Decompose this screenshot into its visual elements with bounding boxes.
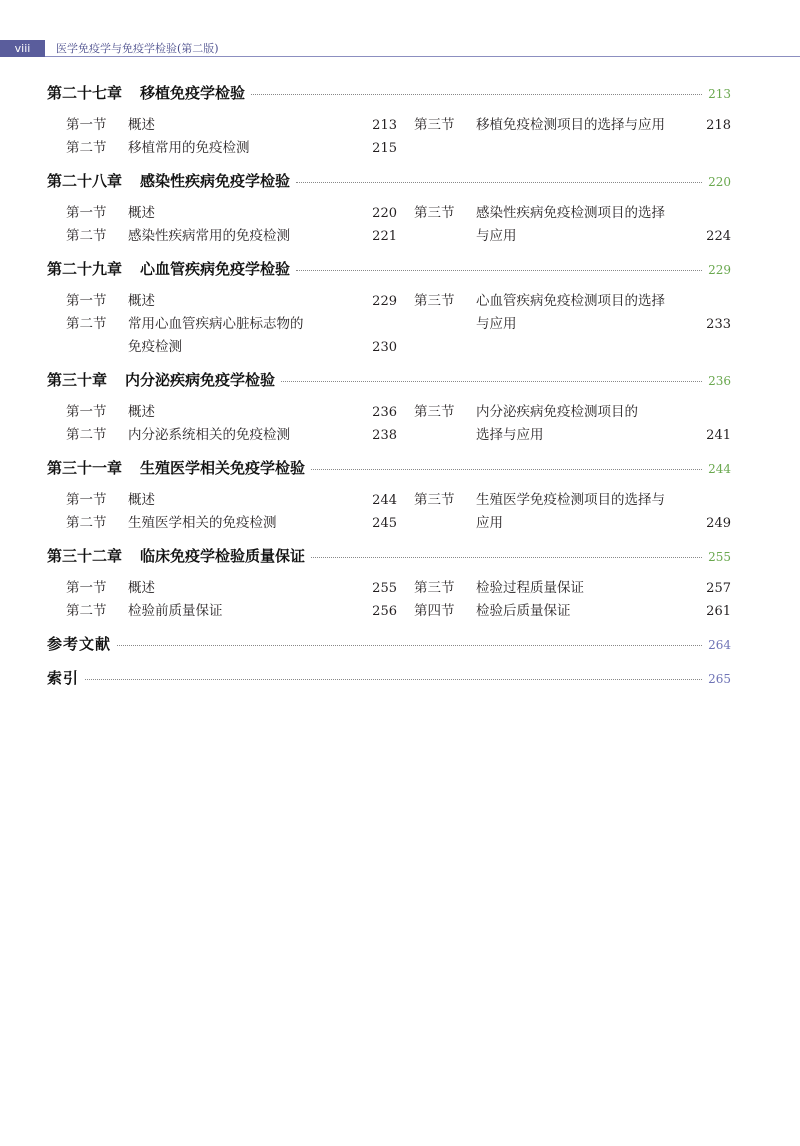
section-label: 第二节 xyxy=(66,427,107,443)
dot-leader xyxy=(281,381,702,382)
section-page: 220 xyxy=(372,206,397,221)
chapter-heading[interactable] xyxy=(47,545,731,569)
chapter-page: 236 xyxy=(708,374,731,388)
section-entry[interactable] xyxy=(47,137,397,160)
section-entry[interactable] xyxy=(47,489,397,512)
section-title: 心血管疾病免疫检测项目的选择 与应用 xyxy=(476,293,665,332)
section-title: 检验过程质量保证 xyxy=(476,580,584,596)
section-title: 生殖医学免疫检测项目的选择与 应用 xyxy=(476,492,665,531)
section-page: 230 xyxy=(372,340,397,355)
chapter-title: 心血管疾病免疫学检验 xyxy=(140,260,291,278)
chapter-page: 213 xyxy=(708,87,731,101)
dot-leader xyxy=(311,469,702,470)
section-list xyxy=(47,577,731,623)
section-page: 257 xyxy=(706,581,731,596)
section-title: 检验前质量保证 xyxy=(128,603,223,619)
chapter-entry xyxy=(47,457,731,535)
back-matter-title: 索引 xyxy=(47,669,80,687)
section-list xyxy=(47,401,731,447)
section-entry[interactable] xyxy=(47,313,397,359)
section-entry[interactable] xyxy=(47,114,397,137)
book-title: 医学免疫学与免疫学检验(第二版) xyxy=(56,42,219,55)
header-rule xyxy=(45,56,800,57)
section-title: 内分泌系统相关的免疫检测 xyxy=(128,427,290,443)
section-label: 第二节 xyxy=(66,140,107,156)
section-label: 第三节 xyxy=(414,117,455,133)
section-page: 233 xyxy=(706,317,731,332)
section-title: 概述 xyxy=(128,492,155,508)
section-label: 第一节 xyxy=(66,404,107,420)
section-label: 第一节 xyxy=(66,117,107,133)
chapter-number: 第三十二章 xyxy=(47,547,123,565)
section-list xyxy=(47,114,731,160)
chapter-title: 内分泌疾病免疫学检验 xyxy=(125,371,276,389)
section-page: 256 xyxy=(372,604,397,619)
section-title: 生殖医学相关的免疫检测 xyxy=(128,515,277,531)
section-entry[interactable] xyxy=(47,600,397,623)
section-page: 255 xyxy=(372,581,397,596)
dot-leader xyxy=(117,645,702,646)
chapter-heading[interactable] xyxy=(47,82,731,106)
chapter-entry xyxy=(47,82,731,160)
section-label: 第三节 xyxy=(414,293,455,309)
section-column-right xyxy=(397,202,731,248)
section-column-right xyxy=(397,577,731,623)
dot-leader xyxy=(251,94,702,95)
table-of-contents xyxy=(47,80,731,691)
section-column-left xyxy=(47,202,397,248)
section-page: 213 xyxy=(372,118,397,133)
chapter-title: 移植免疫学检验 xyxy=(140,84,246,102)
chapter-page: 255 xyxy=(708,550,731,564)
section-entry[interactable] xyxy=(397,290,731,336)
section-page: 224 xyxy=(706,229,731,244)
section-title: 移植常用的免疫检测 xyxy=(128,140,250,156)
section-page: 261 xyxy=(706,604,731,619)
section-title: 概述 xyxy=(128,293,155,309)
dot-leader xyxy=(296,182,702,183)
section-title: 检验后质量保证 xyxy=(476,603,571,619)
section-label: 第三节 xyxy=(414,205,455,221)
section-title: 概述 xyxy=(128,580,155,596)
section-list xyxy=(47,290,731,359)
chapter-heading[interactable] xyxy=(47,258,731,282)
section-entry[interactable] xyxy=(397,202,731,248)
section-title: 常用心血管疾病心脏标志物的 免疫检测 xyxy=(128,316,304,355)
back-matter-entry[interactable] xyxy=(47,633,731,657)
chapter-heading[interactable] xyxy=(47,170,731,194)
section-page: 238 xyxy=(372,428,397,443)
chapter-title: 生殖医学相关免疫学检验 xyxy=(140,459,306,477)
section-page: 249 xyxy=(706,516,731,531)
section-title: 移植免疫检测项目的选择与应用 xyxy=(476,117,665,133)
chapter-entry xyxy=(47,545,731,623)
section-label: 第二节 xyxy=(66,228,107,244)
section-page: 245 xyxy=(372,516,397,531)
section-label: 第三节 xyxy=(414,404,455,420)
back-matter-title: 参考文献 xyxy=(47,635,112,653)
section-label: 第二节 xyxy=(66,515,107,531)
section-column-left xyxy=(47,290,397,359)
section-page: 218 xyxy=(706,118,731,133)
back-matter-page: 264 xyxy=(708,638,731,652)
section-entry[interactable] xyxy=(47,202,397,225)
section-label: 第四节 xyxy=(414,603,455,619)
section-label: 第一节 xyxy=(66,293,107,309)
section-column-left xyxy=(47,401,397,447)
section-entry[interactable] xyxy=(397,600,731,623)
section-label: 第三节 xyxy=(414,580,455,596)
section-entry[interactable] xyxy=(47,225,397,248)
section-entry[interactable] xyxy=(47,577,397,600)
back-matter-entry[interactable] xyxy=(47,667,731,691)
section-title: 感染性疾病常用的免疫检测 xyxy=(128,228,290,244)
section-label: 第二节 xyxy=(66,603,107,619)
section-title: 感染性疾病免疫检测项目的选择 与应用 xyxy=(476,205,665,244)
chapter-entry xyxy=(47,170,731,248)
section-entry[interactable] xyxy=(397,114,731,137)
chapter-title: 感染性疾病免疫学检验 xyxy=(140,172,291,190)
chapter-heading[interactable] xyxy=(47,369,731,393)
chapter-page: 220 xyxy=(708,175,731,189)
section-column-left xyxy=(47,114,397,160)
section-list xyxy=(47,489,731,535)
chapter-heading[interactable] xyxy=(47,457,731,481)
chapter-page: 244 xyxy=(708,462,731,476)
section-label: 第三节 xyxy=(414,492,455,508)
running-head xyxy=(0,40,800,57)
back-matter-page: 265 xyxy=(708,672,731,686)
page-number-tag: viii xyxy=(0,40,45,57)
section-page: 241 xyxy=(706,428,731,443)
section-page: 244 xyxy=(372,493,397,508)
chapter-title: 临床免疫学检验质量保证 xyxy=(140,547,306,565)
section-entry[interactable] xyxy=(397,489,731,535)
section-column-right xyxy=(397,114,731,160)
section-entry[interactable] xyxy=(397,577,731,600)
chapter-entry xyxy=(47,369,731,447)
section-column-right xyxy=(397,290,731,359)
section-page: 236 xyxy=(372,405,397,420)
section-column-right xyxy=(397,401,731,447)
section-label: 第二节 xyxy=(66,316,107,332)
chapter-entry xyxy=(47,258,731,359)
dot-leader xyxy=(296,270,702,271)
section-label: 第一节 xyxy=(66,580,107,596)
section-page: 221 xyxy=(372,229,397,244)
section-column-right xyxy=(397,489,731,535)
section-list xyxy=(47,202,731,248)
chapter-number: 第二十九章 xyxy=(47,260,123,278)
chapter-number: 第二十八章 xyxy=(47,172,123,190)
section-label: 第一节 xyxy=(66,205,107,221)
section-page: 215 xyxy=(372,141,397,156)
chapter-page: 229 xyxy=(708,263,731,277)
section-entry[interactable] xyxy=(47,401,397,424)
chapter-number: 第二十七章 xyxy=(47,84,123,102)
section-title: 概述 xyxy=(128,205,155,221)
section-label: 第一节 xyxy=(66,492,107,508)
section-column-left xyxy=(47,489,397,535)
section-column-left xyxy=(47,577,397,623)
dot-leader xyxy=(85,679,702,680)
dot-leader xyxy=(311,557,702,558)
chapter-number: 第三十一章 xyxy=(47,459,123,477)
section-entry[interactable] xyxy=(47,512,397,535)
section-entry[interactable] xyxy=(47,424,397,447)
section-title: 概述 xyxy=(128,404,155,420)
chapter-number: 第三十章 xyxy=(47,371,108,389)
section-entry[interactable] xyxy=(397,401,731,447)
section-title: 内分泌疾病免疫检测项目的 选择与应用 xyxy=(476,404,638,443)
section-title: 概述 xyxy=(128,117,155,133)
section-entry[interactable] xyxy=(47,290,397,313)
section-page: 229 xyxy=(372,294,397,309)
